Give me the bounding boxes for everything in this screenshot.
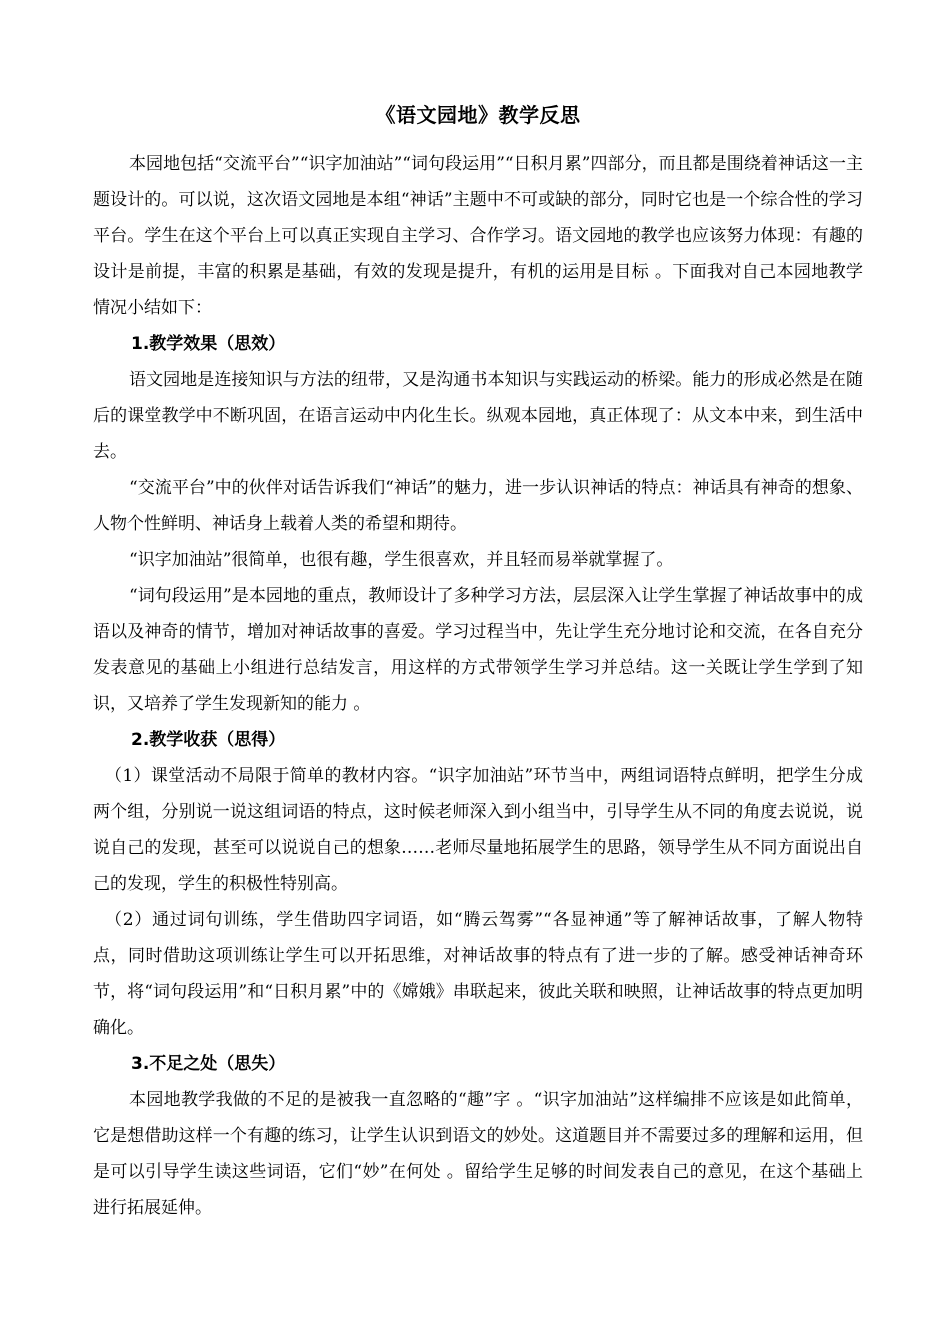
document-page <box>93 100 863 1226</box>
effect-paragraph-3: “识字加油站”很简单，也很有趣，学生很喜欢，并且轻而易举就掌握了。 <box>129 550 674 570</box>
section-heading-gains: 2.教学收获（思得） <box>131 730 286 750</box>
shortcomings-paragraph-1: 本园地教学我做的不足的是被我一直忽略的“趣”字 。“识字加油站”这样编排不应该是如此简单，它是想借助这样一个有趣的练习，让学生认识到语文的妙处。这道题目并不需要过多的理解和运用，但是可以引导学生读这些词语，它们“妙”在何处 。留给学生足够的时间发表自己的意见，在这个基础上进行拓展延伸。 <box>93 1090 863 1218</box>
effect-paragraph-4: “词句段运用”是本园地的重点，教师设计了多种学习方法，层层深入让学生掌握了神话故事中的成语以及神奇的情节，增加对神话故事的喜爱。学习过程当中，先让学生充分地讨论和交流，在各自充分发表意见的基础上小组进行总结发言，用这样的方式带领学生学习并总结。这一关既让学生学到了知识，又培养了学生发现新知的能力 。 <box>93 586 863 714</box>
effect-paragraph-1: 语文园地是连接知识与方法的纽带，又是沟通书本知识与实践运动的桥梁。能力的形成必然是在随后的课堂教学中不断巩固，在语言运动中内化生长。纵观本园地，真正体现了：从文本中来，到生活中去。 <box>93 370 863 462</box>
intro-paragraph: 本园地包括“交流平台”“识字加油站”“词句段运用”“日积月累”四部分，而且都是围绕着神话这一主题设计的。可以说，这次语文园地是本组“神话”主题中不可或缺的部分，同时它也是一个综合性的学习平台。学生在这个平台上可以真正实现自主学习、合作学习。语文园地的教学也应该努力体现：有趣的设计是前提，丰富的积累是基础，有效的发现是提升，有机的运用是目标 。下面我对自己本园地教学情况小结如下： <box>93 154 863 318</box>
gains-paragraph-2: （2）通过词句训练，学生借助四字词语，如“腾云驾雾”“各显神通”等了解神话故事，了解人物特点，同时借助这项训练让学生可以开拓思维，对神话故事的特点有了进一步的了解。感受神话神奇环节，将“词句段运用”和“日积月累”中的《嫦娥》串联起来，彼此关联和映照，让神话故事的特点更加明确化。 <box>93 910 863 1038</box>
document-title: 《语文园地》教学反思 <box>375 103 581 127</box>
section-heading-shortcomings: 3.不足之处（思失） <box>131 1054 286 1074</box>
section-heading-effect: 1.教学效果（思效） <box>131 334 286 354</box>
gains-paragraph-1: （1）课堂活动不局限于简单的教材内容。“识字加油站”环节当中，两组词语特点鲜明，把学生分成两个组，分别说一说这组词语的特点，这时候老师深入到小组当中，引导学生从不同的角度去说说，说说自己的发现，甚至可以说说自己的想象……老师尽量地拓展学生的思路，领导学生从不同方面说出自己的发现，学生的积极性特别高。 <box>93 766 863 894</box>
effect-paragraph-2: “交流平台”中的伙伴对话告诉我们“神话”的魅力，进一步认识神话的特点：神话具有神奇的想象、人物个性鲜明、神话身上载着人类的希望和期待。 <box>93 478 863 534</box>
